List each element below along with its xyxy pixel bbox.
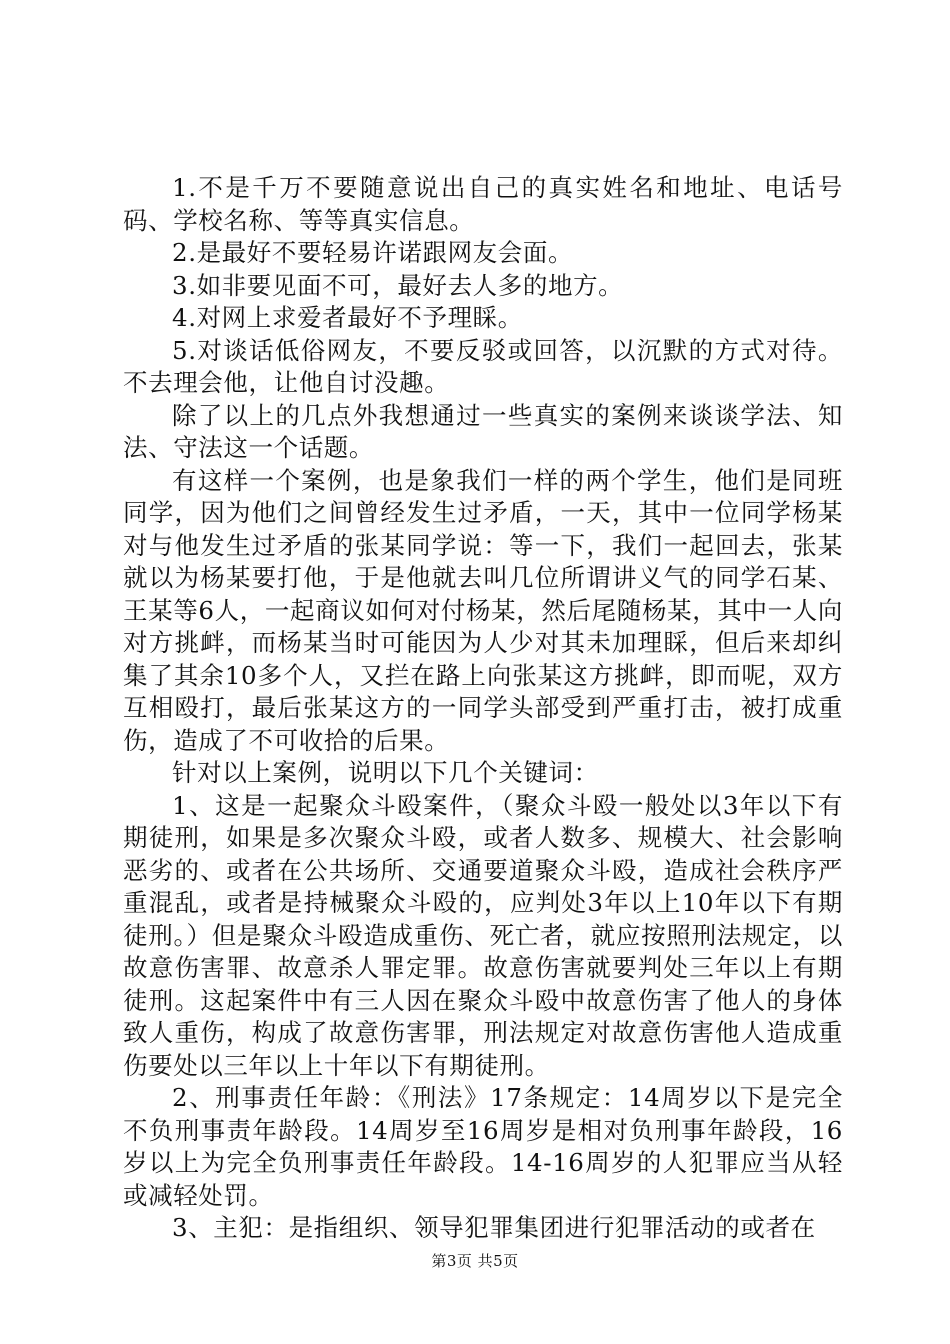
paragraph-tip-5: 5.对谈话低俗网友，不要反驳或回答，以沉默的方式对待。不去理会他，让他自讨没趣。 xyxy=(123,335,843,397)
document-body xyxy=(123,172,843,1245)
paragraph-case: 有这样一个案例，也是象我们一样的两个学生，他们是同班同学，因为他们之间曾经发生过矛盾，一天，其中一位同学杨某对与他发生过矛盾的张某同学说：等一下，我们一起回去，张某就以为杨某要打他，于是他就去叫几位所谓讲义气的同学石某、王某等6人，一起商议如何对付杨某，然后尾随杨某，其中一人向对方挑衅，而杨某当时可能因为人少对其未加理睬，但后来却纠集了其余10多个人，又拦在路上向张某这方挑衅，即而呢，双方互相殴打，最后张某这方的一同学头部受到严重打击，被打成重伤，造成了不可收拾的后果。 xyxy=(123,465,843,755)
paragraph-keyword-1: 1、这是一起聚众斗殴案件，（聚众斗殴一般处以3年以下有期徒刑，如果是多次聚众斗殴，或者人数多、规模大、社会影响恶劣的、或者在公共场所、交通要道聚众斗殴，造成社会秩序严重混乱，或者是持械聚众斗殴的，应判处3年以上10年以下有期徒刑。）但是聚众斗殴造成重伤、死亡者，就应按照刑法规定，以故意伤害罪、故意杀人罪定罪。故意伤害就要判处三年以上有期徒刑。这起案件中有三人因在聚众斗殴中故意伤害了他人的身体致人重伤，构成了故意伤害罪，刑法规定对故意伤害他人造成重伤要处以三年以上十年以下有期徒刑。 xyxy=(123,790,843,1080)
paragraph-tip-2: 2.是最好不要轻易许诺跟网友会面。 xyxy=(172,238,574,267)
paragraph-tip-3: 3.如非要见面不可，最好去人多的地方。 xyxy=(172,270,624,300)
paragraph-tip-1: 1.不是千万不要随意说出自己的真实姓名和地址、电话号码、学校名称、等等真实信息。 xyxy=(123,173,843,235)
paragraph-tip-4: 4.对网上求爱者最好不予理睬。 xyxy=(172,303,523,332)
paragraph-keyword-2: 2、刑事责任年龄：《刑法》17条规定：14周岁以下是完全不负刑事责年龄段。14周岁至16周岁是相对负刑事年龄段，16岁以上为完全负刑事责任年龄段。14-16周岁的人犯罪应当从轻或减轻处罚。 xyxy=(123,1083,843,1210)
paragraph-keyword-3: 3、主犯：是指组织、领导犯罪集团进行犯罪活动的或者在 xyxy=(172,1213,816,1242)
paragraph-keywords-intro: 针对以上案例，说明以下几个关键词： xyxy=(172,758,599,787)
paragraph-intro: 除了以上的几点外我想通过一些真实的案例来谈谈学法、知法、守法这一个话题。 xyxy=(123,400,843,462)
page-footer: 第3页 共5页 xyxy=(431,1252,519,1270)
